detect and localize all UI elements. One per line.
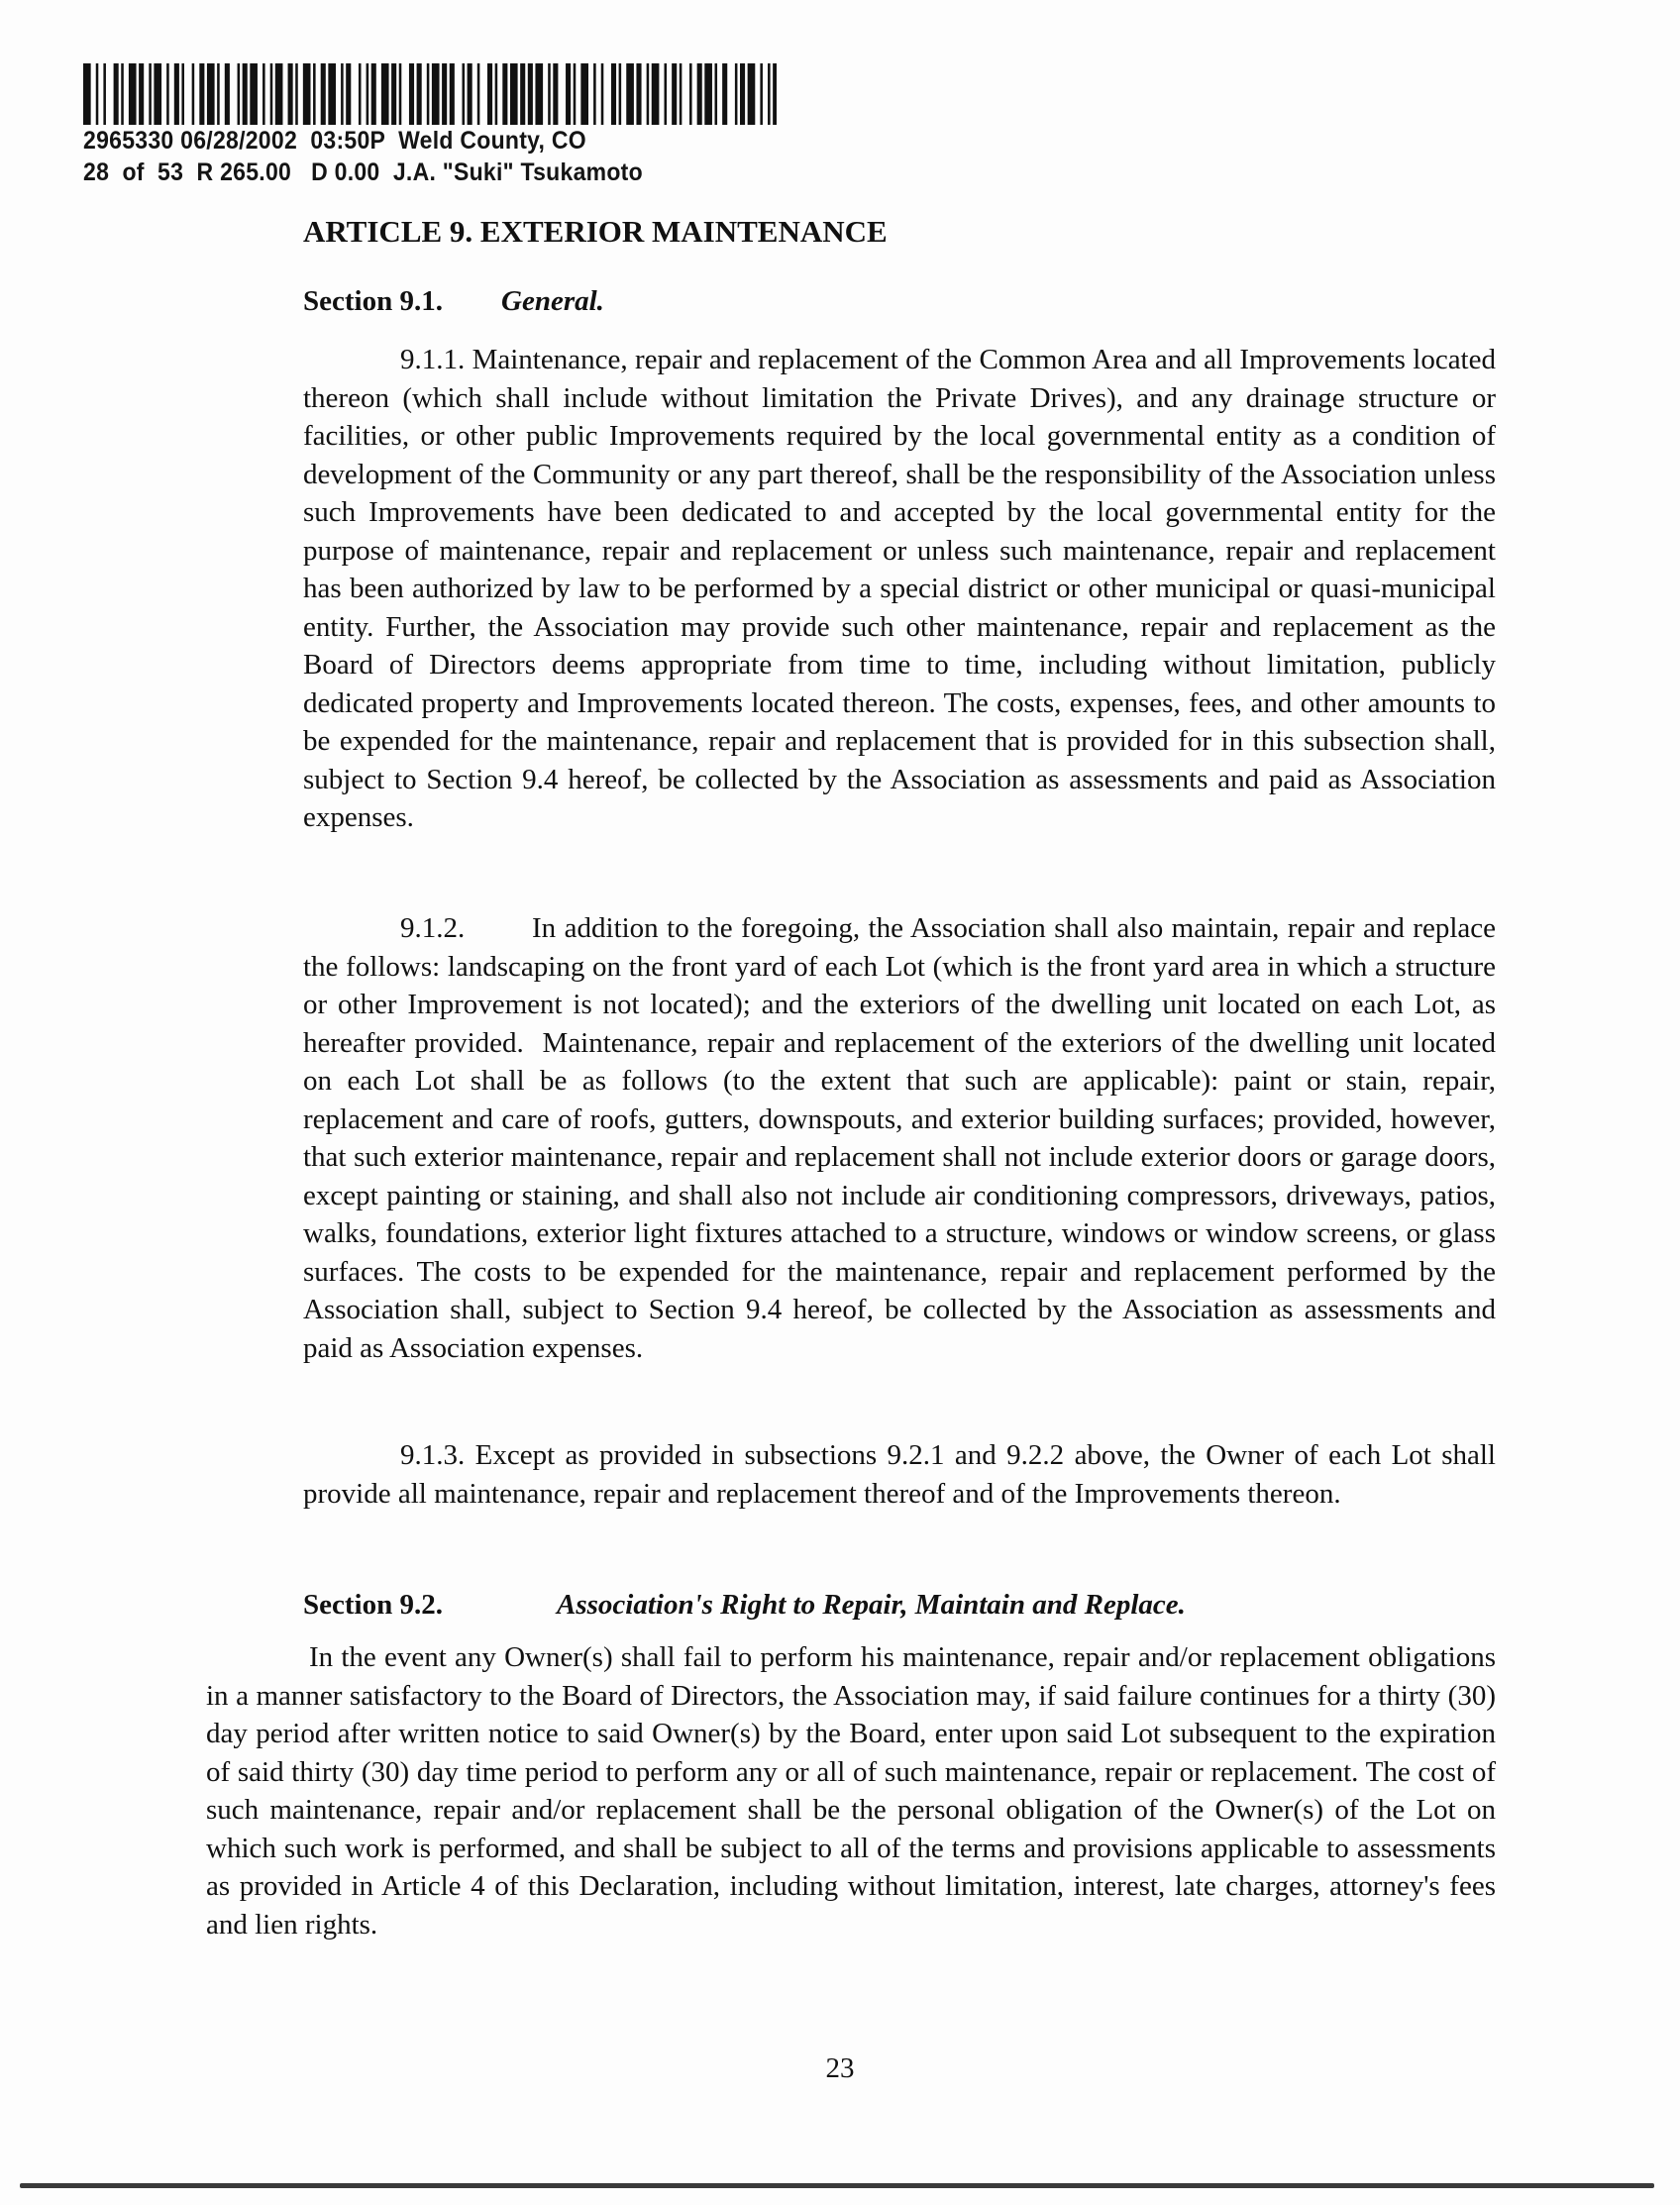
barcode-bar: [359, 63, 362, 125]
barcode-bar: [295, 63, 298, 125]
barcode-bar: [535, 63, 543, 125]
barcode-bar: [566, 63, 571, 125]
barcode-bar: [427, 63, 430, 125]
barcode-bar: [341, 63, 344, 125]
barcode-bar: [174, 63, 179, 125]
barcode-bar: [442, 63, 447, 125]
page-number: 23: [825, 2052, 855, 2084]
barcode-bar: [748, 63, 756, 125]
barcode-bar: [680, 63, 682, 125]
barcode-bar: [321, 63, 326, 125]
barcode-bar: [553, 63, 558, 125]
barcode-bar: [367, 63, 369, 125]
barcode-bar: [346, 63, 351, 125]
barcode-bar: [652, 63, 660, 125]
barcode-bar: [96, 63, 99, 125]
barcode-bar: [129, 63, 137, 125]
barcode-bar: [626, 63, 634, 125]
barcode-bar: [697, 63, 702, 125]
barcode-bar: [468, 63, 472, 125]
barcode-bar: [262, 63, 265, 125]
barcode-bar: [704, 63, 712, 125]
barcode-bar: [154, 63, 161, 125]
barcode-bar: [409, 63, 414, 125]
barcode-bar: [114, 63, 119, 125]
barcode-bar: [275, 63, 283, 125]
barcode-bar: [432, 63, 440, 125]
barcode-bar: [735, 63, 738, 125]
barcode-bar: [149, 63, 152, 125]
paragraph-9-2: In the event any Owner(s) shall fail to perform his maintenance, repair and/or replacement obligations in a manner satisfactory to the Board of Directors, the Association may, if said failure continues for a thirty (30) day period after written notice to said Owner(s) by the Board, enter upon said Lot subsequent to the expiration of said thirty (30) day time period to perform any or all of such maintenance, repair or replacement. The cost of such maintenance, repair and/or replacement shall be the personal obligation of the Owner(s) of the Lot on which such work is performed, and shall be subject to all of the terms and provisions applicable to assessments as provided in Article 4 of this Declaration, including without limitation, interest, late charges, attorney's fees and lien rights.: [206, 1641, 1496, 1941]
barcode-bar: [722, 63, 727, 125]
barcode-bar: [580, 63, 588, 125]
barcode-bar: [672, 63, 677, 125]
barcode-bar: [740, 63, 745, 125]
barcode-bar: [548, 63, 551, 125]
barcode-bar: [417, 63, 422, 125]
barcode-bar: [225, 63, 230, 125]
recording-stamp-line-2: 28 of 53 R 265.00 D 0.00 J.A. "Suki" Tsukamoto: [83, 158, 643, 186]
barcode-bar: [487, 63, 492, 125]
section-9-1-number: Section 9.1.: [303, 285, 443, 317]
barcode-bar: [166, 63, 169, 125]
barcode-bar: [139, 63, 144, 125]
section-9-2-number: Section 9.2.: [303, 1589, 443, 1621]
barcode-bar: [574, 63, 577, 125]
barcode-bar: [510, 63, 518, 125]
section-9-1-heading: [303, 285, 604, 318]
barcode-bar: [450, 63, 455, 125]
recording-stamp-line-1: 2965330 06/28/2002 03:50P Weld County, CO: [83, 127, 586, 155]
barcode-bar: [601, 63, 604, 125]
barcode-bar: [611, 63, 616, 125]
barcode-bar: [270, 63, 273, 125]
barcode-bar: [288, 63, 293, 125]
barcode-bar: [520, 63, 525, 125]
barcode-bar: [528, 63, 533, 125]
barcode-bar: [760, 63, 763, 125]
barcode-bar: [619, 63, 622, 125]
barcode-bar: [399, 63, 402, 125]
barcode-bar: [768, 63, 771, 125]
barcode-bar: [477, 63, 480, 125]
article-heading: ARTICLE 9. EXTERIOR MAINTENANCE: [303, 214, 888, 249]
barcode-bar: [192, 63, 195, 125]
barcode-bar: [83, 63, 91, 125]
barcode-bar: [303, 63, 311, 125]
paragraph-9-1-3: 9.1.3. Except as provided in subsections 9.2.1 and 9.2.2 above, the Owner of each Lot shall provide all maintenance, repair and replacement thereof and of the Improvements thereon.: [303, 1439, 1496, 1510]
barcode-bar: [121, 63, 124, 125]
barcode-bar: [238, 63, 241, 125]
barcode-bar: [665, 63, 668, 125]
barcode-bar: [495, 63, 498, 125]
barcode-bar: [636, 63, 641, 125]
barcode-bar: [381, 63, 389, 125]
barcode-bar: [181, 63, 184, 125]
section-9-2-heading: [303, 1589, 1186, 1622]
scan-edge-rule: [20, 2183, 1654, 2188]
paragraph-9-1-2: 9.1.2. In addition to the foregoing, the Association shall also maintain, repair and replace the follows: landscaping on the front yard of each Lot (which is the front yard area in which a structure or other Improvement is not located); and the exteriors of the dwelling unit located on each Lot, as hereafter provided. Maintenance, repair and replacement of the exteriors of the dwelling unit located on each Lot shall be as follows (to the extent that such are applicable): paint or stain, repair, replacement and care of roofs, gutters, downspouts, and exterior building surfaces; provided, however, that such exterior maintenance, repair and replacement shall not include exterior doors or garage doors, except painting or staining, and shall also not include air conditioning compressors, driveways, patios, walks, foundations, exterior light fixtures attached to a structure, windows or window screens, or glass surfaces. The costs to be expended for the maintenance, repair and replacement performed by the Association shall, subject to Section 9.4 hereof, be collected by the Association as assessments and paid as Association expenses.: [303, 912, 1504, 1364]
barcode-bar: [103, 63, 106, 125]
barcode-bar: [207, 63, 215, 125]
barcode-bar: [502, 63, 507, 125]
barcode-bar: [647, 63, 650, 125]
barcode-bar: [463, 63, 466, 125]
barcode-bar: [199, 63, 204, 125]
section-9-1-title: General.: [501, 285, 604, 317]
barcode-bar: [689, 63, 692, 125]
barcode-bar: [328, 63, 336, 125]
recording-barcode: [83, 63, 777, 125]
barcode-bar: [773, 63, 777, 125]
barcode-bar: [371, 63, 376, 125]
barcode-bar: [217, 63, 220, 125]
barcode-bar: [250, 63, 258, 125]
barcode-bar: [391, 63, 396, 125]
barcode-bar: [243, 63, 248, 125]
section-9-2-title: Association's Right to Repair, Maintain and Replace.: [557, 1589, 1186, 1621]
barcode-bar: [715, 63, 718, 125]
barcode-bar: [593, 63, 596, 125]
barcode-bar: [313, 63, 316, 125]
paragraph-9-1-1: 9.1.1. Maintenance, repair and replacement of the Common Area and all Improvements located thereon (which shall include without limitation the Private Drives), and any drainage structure or facilities, or other public Improvements required by the local governmental entity as a condition of development of the Community or any part thereof, shall be the responsibility of the Association unless such Improvements have been dedicated to and accepted by the local governmental entity for the purpose of maintenance, repair and replacement or unless such maintenance, repair and replacement has been authorized by law to be performed by a special district or other municipal or quasi-municipal entity. Further, the Association may provide such other maintenance, repair and replacement as the Board of Directors deems appropriate from time to time, including without limitation, publicly dedicated property and Improvements located thereon. The costs, expenses, fees, and other amounts to be expended for the maintenance, repair and replacement that is provided for in this subsection shall, subject to Section 9.4 hereof, be collected by the Association as assessments and paid as Association expenses.: [303, 344, 1496, 833]
